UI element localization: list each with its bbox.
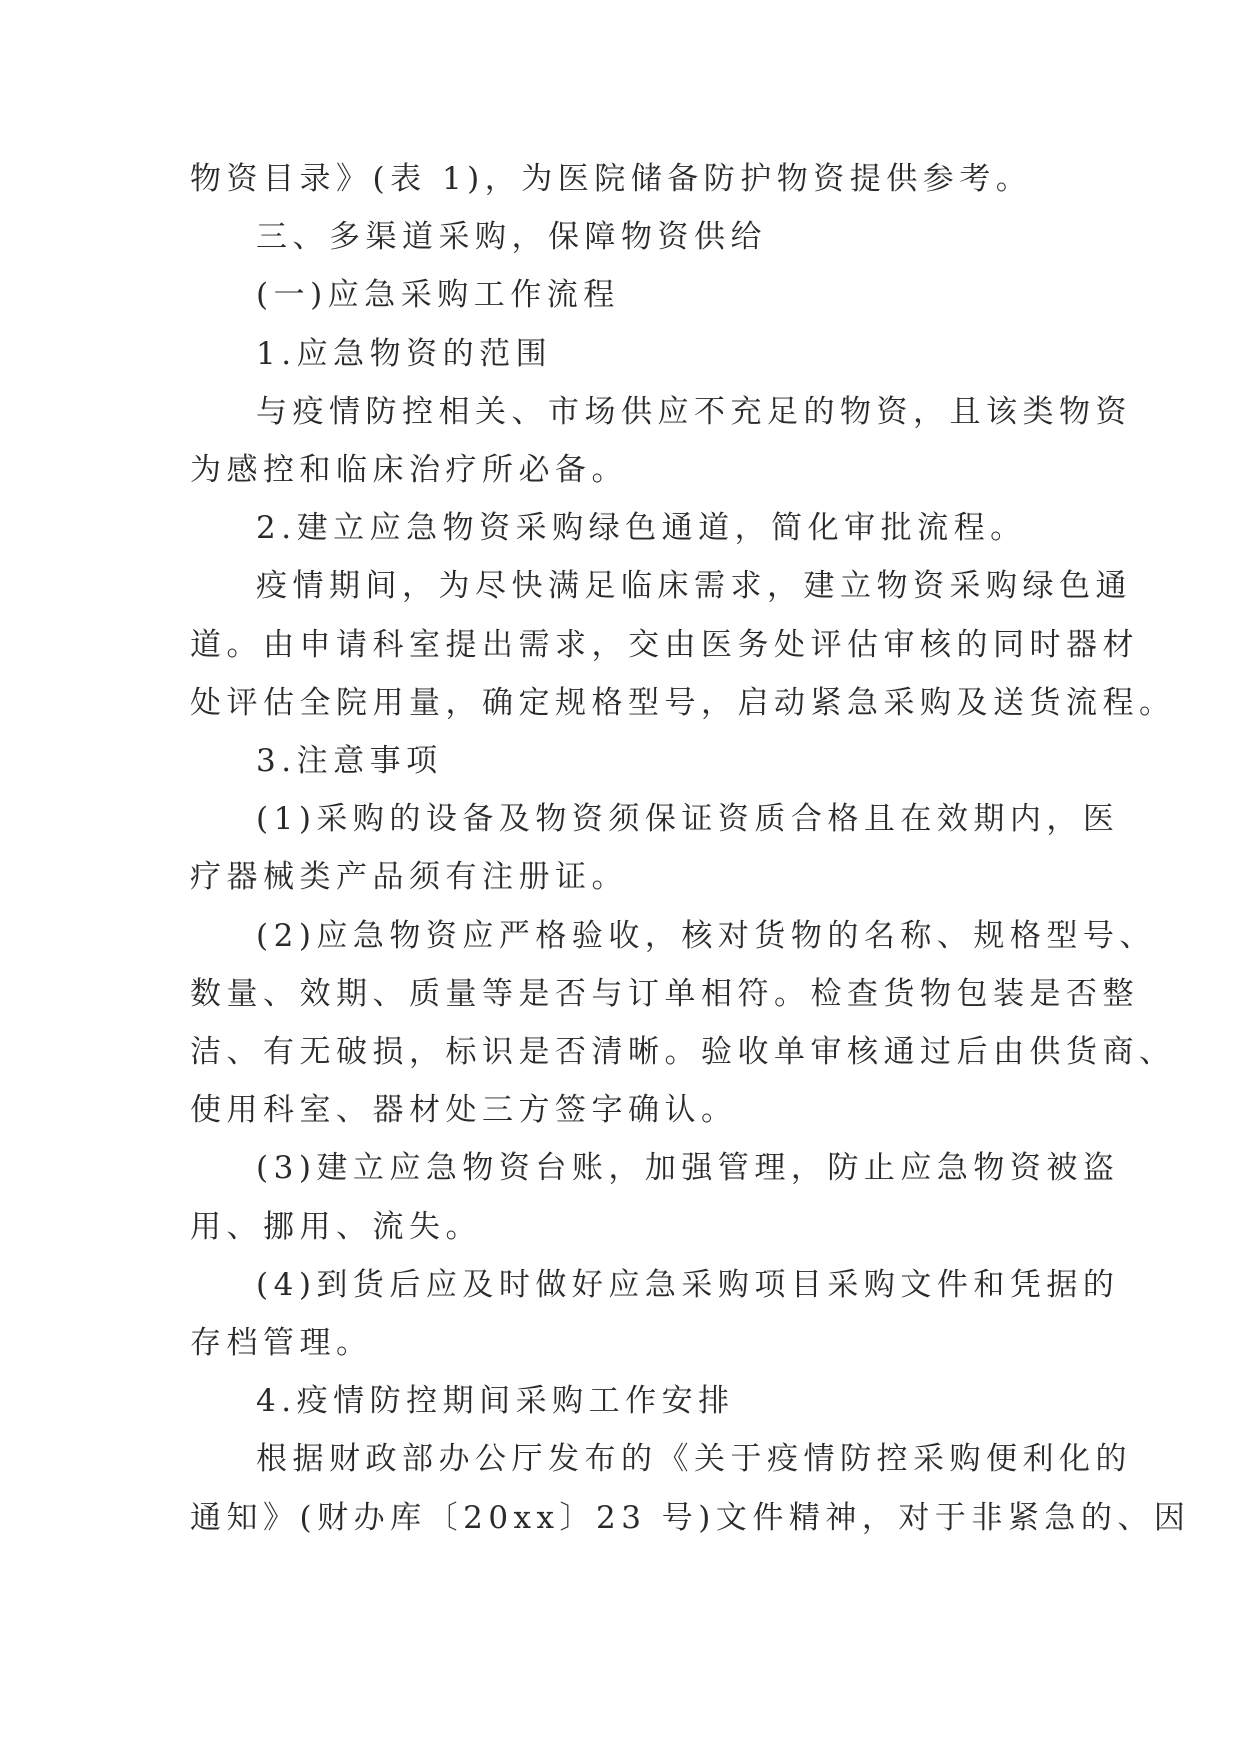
text-line: (2)应急物资应严格验收，核对货物的名称、规格型号、 [256, 917, 1156, 954]
text-line: 存档管理。 [190, 1325, 373, 1362]
text-line: 为感控和临床治疗所必备。 [190, 452, 628, 489]
subsection-heading: (一)应急采购工作流程 [256, 277, 620, 314]
text-line: 与疫情防控相关、市场供应不充足的物资，且该类物资 [256, 393, 1132, 430]
text-line: (3)建立应急物资台账，加强管理，防止应急物资被盗 [256, 1150, 1120, 1187]
text-line: 根据财政部办公厅发布的《关于疫情防控采购便利化的 [256, 1441, 1132, 1478]
text-line: 洁、有无破损，标识是否清晰。验收单审核通过后由供货商、 [190, 1034, 1176, 1071]
text-line: 处评估全院用量，确定规格型号，启动紧急采购及送货流程。 [190, 684, 1176, 721]
text-line: 通知》(财办库〔20xx〕23 号)文件精神，对于非紧急的、因 [190, 1499, 1191, 1536]
text-line: 物资目录》(表 1)，为医院储备防护物资提供参考。 [190, 161, 1033, 197]
item-heading: 2.建立应急物资采购绿色通道，简化审批流程。 [256, 510, 1027, 547]
text-line: (4)到货后应及时做好应急采购项目采购文件和凭据的 [256, 1266, 1120, 1303]
item-heading: 4.疫情防控期间采购工作安排 [256, 1383, 735, 1420]
section-heading: 三、多渠道采购，保障物资供给 [256, 219, 767, 256]
item-heading: 1.应急物资的范围 [256, 335, 553, 372]
text-line: 疫情期间，为尽快满足临床需求，建立物资采购绿色通 [256, 568, 1132, 605]
document-body [190, 150, 1191, 1547]
text-line: 数量、效期、质量等是否与订单相符。检查货物包装是否整 [190, 975, 1139, 1012]
text-line: 用、挪用、流失。 [190, 1208, 482, 1245]
text-line: 道。由申请科室提出需求，交由医务处评估审核的同时器材 [190, 626, 1139, 663]
text-line: (1)采购的设备及物资须保证资质合格且在效期内，医 [256, 801, 1120, 838]
text-line: 疗器械类产品须有注册证。 [190, 859, 628, 896]
item-heading: 3.注意事项 [256, 743, 443, 780]
text-line: 使用科室、器材处三方签字确认。 [190, 1092, 738, 1129]
